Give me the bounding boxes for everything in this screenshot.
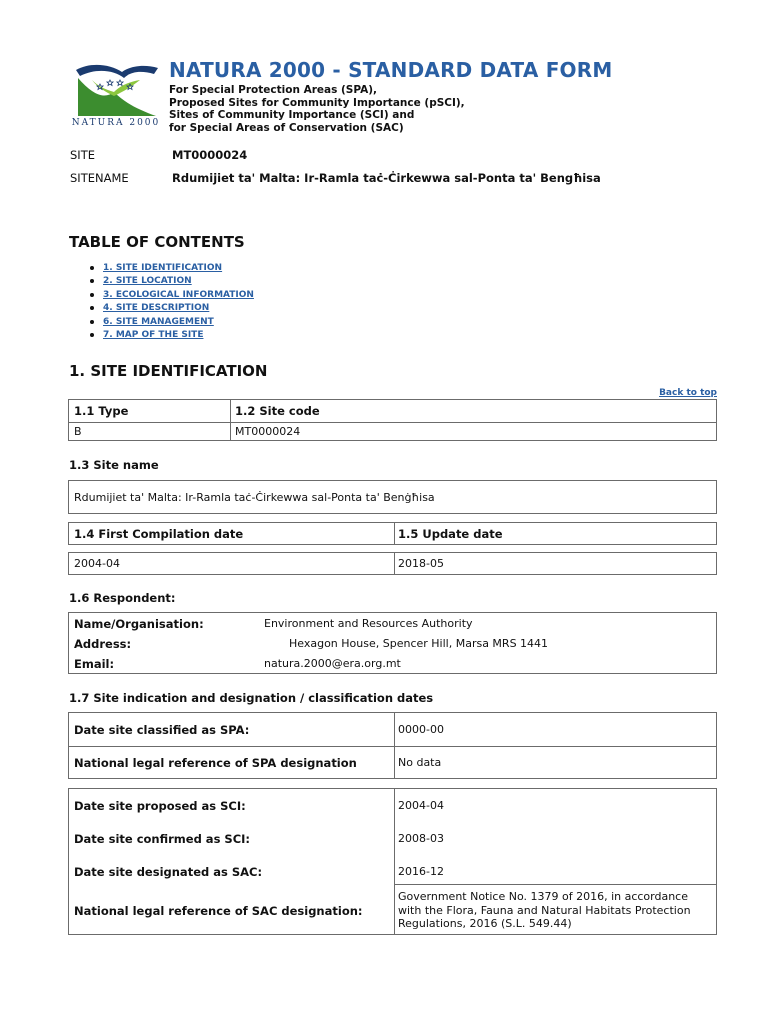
toc-link-site-description[interactable]: 4. SITE DESCRIPTION <box>103 303 210 314</box>
back-to-top-link[interactable]: Back to top <box>659 388 717 398</box>
logo-wordmark: NATURA 2000 <box>71 118 161 128</box>
designation-label: 1.7 Site indication and designation / classification dates <box>69 691 434 705</box>
sac-legal-value <box>398 890 691 931</box>
org-value: Environment and Resources Authority <box>264 617 473 630</box>
site-name-value: Rdumijiet ta' Malta: Ir-Ramla taċ-Ċirkewwa sal-Ponta ta' Benġħisa <box>74 491 435 504</box>
sci-proposed-value: 2004-04 <box>398 799 444 812</box>
toc-link-site-management[interactable]: 6. SITE MANAGEMENT <box>103 316 214 327</box>
toc-heading: TABLE OF CONTENTS <box>69 233 245 251</box>
spa-classified-value: 0000-00 <box>398 723 444 736</box>
update-date-value: 2018-05 <box>398 557 444 570</box>
site-name-box <box>68 480 717 514</box>
sci-proposed-label: Date site proposed as SCI: <box>74 799 246 813</box>
toc-item <box>90 289 254 302</box>
sitename-value: Rdumijiet ta' Malta: Ir-Ramla taċ-Ċirkewwa sal-Ponta ta' Bengħisa <box>172 171 601 185</box>
org-label: Name/Organisation: <box>74 617 204 631</box>
toc-item <box>90 302 254 315</box>
address-value: Hexagon House, Spencer Hill, Marsa MRS 1441 <box>289 637 549 650</box>
subtitle-line: for Special Areas of Conservation (SAC) <box>169 121 404 134</box>
sac-designated-label: Date site designated as SAC: <box>74 865 263 879</box>
type-code-table <box>68 399 717 441</box>
toc-item <box>90 329 254 342</box>
type-value: B <box>74 425 82 438</box>
site-label: SITE <box>70 148 95 162</box>
first-compilation-label: 1.4 First Compilation date <box>74 527 244 541</box>
toc-link-site-identification[interactable]: 1. SITE IDENTIFICATION <box>103 263 223 273</box>
site-code-label: 1.2 Site code <box>235 404 320 418</box>
sci-confirmed-label: Date site confirmed as SCI: <box>74 832 251 846</box>
page-subtitle <box>169 84 529 134</box>
subtitle-line: For Special Protection Areas (SPA), <box>169 84 377 96</box>
sac-designated-value: 2016-12 <box>398 865 444 878</box>
respondent-label: 1.6 Respondent: <box>69 591 176 605</box>
sac-legal-line: Regulations, 2016 (S.L. 549.44) <box>398 917 572 930</box>
dates-value-row <box>68 552 717 575</box>
toc-item <box>90 275 254 288</box>
spa-legal-value: No data <box>398 756 442 769</box>
update-date-label: 1.5 Update date <box>398 527 503 541</box>
spa-classified-label: Date site classified as SPA: <box>74 723 250 737</box>
sac-legal-line: Government Notice No. 1379 of 2016, in accordance <box>398 890 689 903</box>
page-title: NATURA 2000 - STANDARD DATA FORM <box>169 58 613 82</box>
type-label: 1.1 Type <box>74 404 129 418</box>
sac-legal-line: with the Flora, Fauna and Natural Habitats Protection <box>398 903 691 917</box>
toc-item <box>90 262 254 275</box>
sac-table <box>68 788 717 935</box>
sci-confirmed-value: 2008-03 <box>398 832 444 845</box>
section-heading-site-identification: 1. SITE IDENTIFICATION <box>69 362 268 380</box>
toc-link-map-of-site[interactable]: 7. MAP OF THE SITE <box>103 330 204 341</box>
spa-legal-label: National legal reference of SPA designation <box>74 756 357 770</box>
subtitle-line: Proposed Sites for Community Importance (pSCI), <box>169 96 465 109</box>
spa-table <box>68 712 717 779</box>
toc-list <box>90 262 254 342</box>
first-compilation-value: 2004-04 <box>74 557 120 570</box>
email-label: Email: <box>74 657 115 671</box>
site-code: MT0000024 <box>172 148 248 162</box>
site-name-label: 1.3 Site name <box>69 458 159 472</box>
email-value: natura.2000@era.org.mt <box>264 657 401 670</box>
address-label: Address: <box>74 637 132 651</box>
dates-header-row <box>68 522 717 545</box>
toc-item <box>90 316 254 329</box>
respondent-table <box>68 612 717 674</box>
subtitle-line: Sites of Community Importance (SCI) and <box>169 109 415 122</box>
sitename-label: SITENAME <box>70 171 129 185</box>
toc-link-ecological-information[interactable]: 3. ECOLOGICAL INFORMATION <box>103 289 254 300</box>
site-code-value: MT0000024 <box>235 425 301 438</box>
toc-link-site-location[interactable]: 2. SITE LOCATION <box>103 276 192 287</box>
sac-legal-label: National legal reference of SAC designation: <box>74 904 363 918</box>
